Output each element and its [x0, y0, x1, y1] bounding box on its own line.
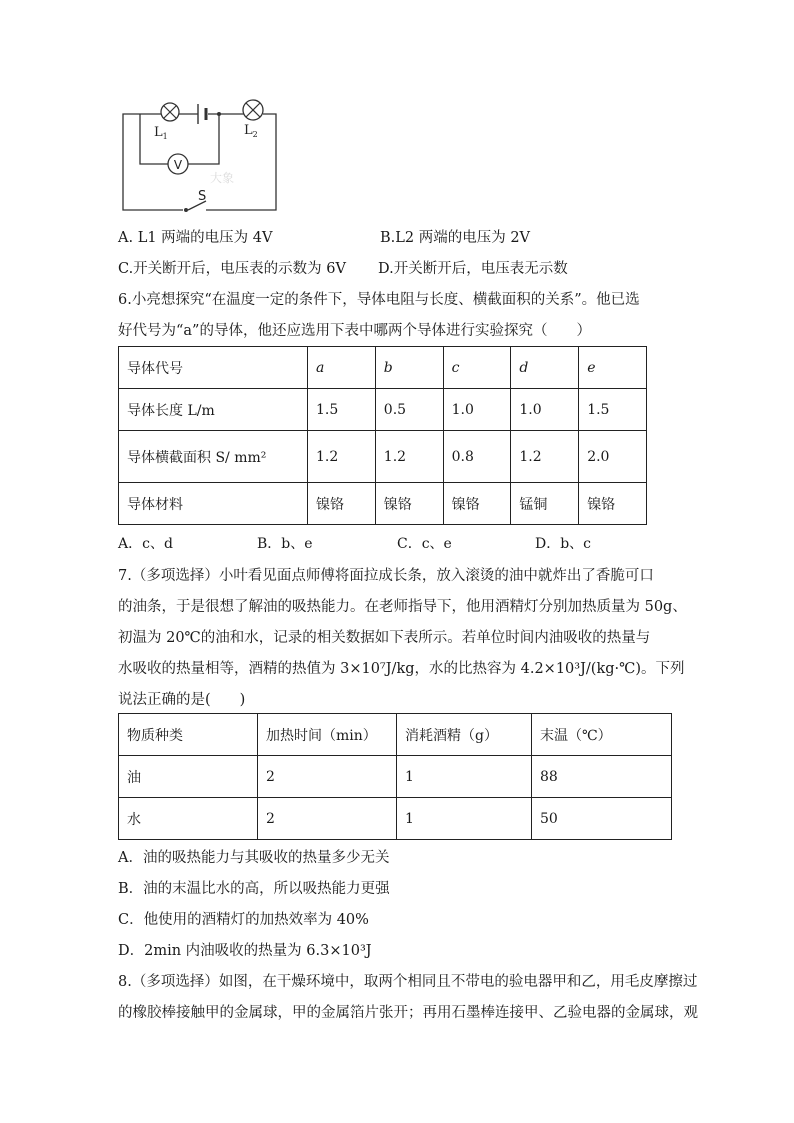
switch-contact — [184, 208, 188, 212]
table-cell: 2 — [258, 798, 397, 840]
table-cell: d — [511, 347, 579, 389]
table-cell: 1.0 — [511, 389, 579, 431]
table-cell: 1.5 — [579, 389, 647, 431]
q7-stem-line3: 初温为 20℃的油和水，记录的相关数据如下表所示。若单位时间内油吸收的热量与 — [118, 630, 651, 646]
table-cell: 1.0 — [443, 389, 511, 431]
column-header: 末温（℃） — [532, 714, 672, 756]
q7-stem-line4: 水吸收的热量相等，酒精的热值为 3×10⁷J/kg，水的比热容为 4.2×10³J/(kg·℃)。下列 — [118, 661, 685, 677]
row-label: 导体代号 — [119, 347, 308, 389]
table-cell: 水 — [119, 798, 258, 840]
row-label: 导体长度 L/m — [119, 389, 308, 431]
q7-option-a: A．油的吸热能力与其吸收的热量多少无关 — [118, 850, 390, 866]
label-s: S — [198, 189, 207, 204]
table-cell: 1.2 — [375, 431, 443, 483]
table-cell: 0.5 — [375, 389, 443, 431]
table-cell: 88 — [532, 756, 672, 798]
label-l2: $L_2$ — [244, 123, 258, 139]
table-row — [119, 431, 647, 483]
table-cell: 50 — [532, 798, 672, 840]
table-cell: 1 — [397, 798, 532, 840]
battery-icon — [198, 104, 206, 124]
table-cell: a — [308, 347, 376, 389]
q7-option-d: D．2min 内油吸收的热量为 6.3×10³J — [118, 943, 372, 959]
q8-stem-line2: 的橡胶棒接触甲的金属球，甲的金属箔片张开；再用石墨棒连接甲、乙验电器的金属球，观 — [118, 1005, 698, 1021]
voltmeter-icon — [168, 154, 188, 174]
q6-option-a: A．c、d — [118, 536, 173, 552]
junction-dot — [217, 112, 221, 116]
row-label: 导体材料 — [119, 483, 308, 525]
q5-option-b: B.L2 两端的电压为 2V — [380, 230, 531, 246]
table-row — [119, 798, 672, 840]
table-row — [119, 347, 647, 389]
table-row — [119, 756, 672, 798]
q7-heating-table — [118, 713, 672, 840]
q8-stem-line1: 8.（多项选择）如图，在干燥环境中，取两个相同且不带电的验电器甲和乙，用毛皮摩擦过 — [118, 974, 698, 990]
table-cell: 1.2 — [511, 431, 579, 483]
table-cell: 1.2 — [308, 431, 376, 483]
q6-stem-line1: 6.小亮想探究“在温度一定的条件下，导体电阻与长度、横截面积的关系”。他已选 — [118, 292, 640, 308]
q5-option-d: D.开关断开后，电压表无示数 — [378, 261, 568, 277]
q6-option-c: C．c、e — [397, 536, 452, 552]
table-cell: 锰铜 — [511, 483, 579, 525]
row-label: 导体横截面积 S/ mm² — [119, 431, 308, 483]
q7-stem-line2: 的油条，于是很想了解油的吸热能力。在老师指导下，他用酒精灯分别加热质量为 50g、 — [118, 599, 687, 615]
table-cell: 镍铬 — [308, 483, 376, 525]
table-row — [119, 389, 647, 431]
table-cell: 镍铬 — [579, 483, 647, 525]
table-cell: 2 — [258, 756, 397, 798]
table-cell: 1.5 — [308, 389, 376, 431]
lamp-l2-icon — [243, 100, 263, 120]
q6-stem-line2: 好代号为“a”的导体，他还应选用下表中哪两个导体进行实验探究（ ） — [118, 323, 591, 339]
q6-option-d: D．b、c — [535, 536, 592, 552]
q5-option-a: A. L1 两端的电压为 4V — [118, 230, 273, 246]
table-cell: c — [443, 347, 511, 389]
q7-stem-line1: 7.（多项选择）小叶看见面点师傅将面拉成长条，放入滚烫的油中就炸出了香脆可口 — [118, 568, 654, 584]
table-cell: e — [579, 347, 647, 389]
lamp-l1-icon — [161, 103, 179, 121]
table-cell: 1 — [397, 756, 532, 798]
circuit-diagram — [118, 92, 283, 222]
column-header: 加热时间（min） — [258, 714, 397, 756]
table-cell: 油 — [119, 756, 258, 798]
column-header: 消耗酒精（g） — [397, 714, 532, 756]
watermark: 大象 — [210, 171, 235, 185]
q6-conductor-table — [118, 346, 647, 525]
q5-option-c: C.开关断开后，电压表的示数为 6V — [118, 261, 346, 277]
table-cell: 镍铬 — [375, 483, 443, 525]
table-cell: b — [375, 347, 443, 389]
q6-option-b: B．b、e — [257, 536, 313, 552]
table-cell: 2.0 — [579, 431, 647, 483]
svg-text:V: V — [173, 158, 183, 172]
table-row — [119, 483, 647, 525]
table-cell: 0.8 — [443, 431, 511, 483]
table-header-row — [119, 714, 672, 756]
label-l1: $L_1$ — [154, 125, 168, 141]
q7-option-c: C．他使用的酒精灯的加热效率为 40% — [118, 912, 369, 928]
q7-option-b: B．油的末温比水的高，所以吸热能力更强 — [118, 881, 390, 897]
column-header: 物质种类 — [119, 714, 258, 756]
q7-stem-line5: 说法正确的是( ) — [118, 692, 246, 708]
table-cell: 镍铬 — [443, 483, 511, 525]
